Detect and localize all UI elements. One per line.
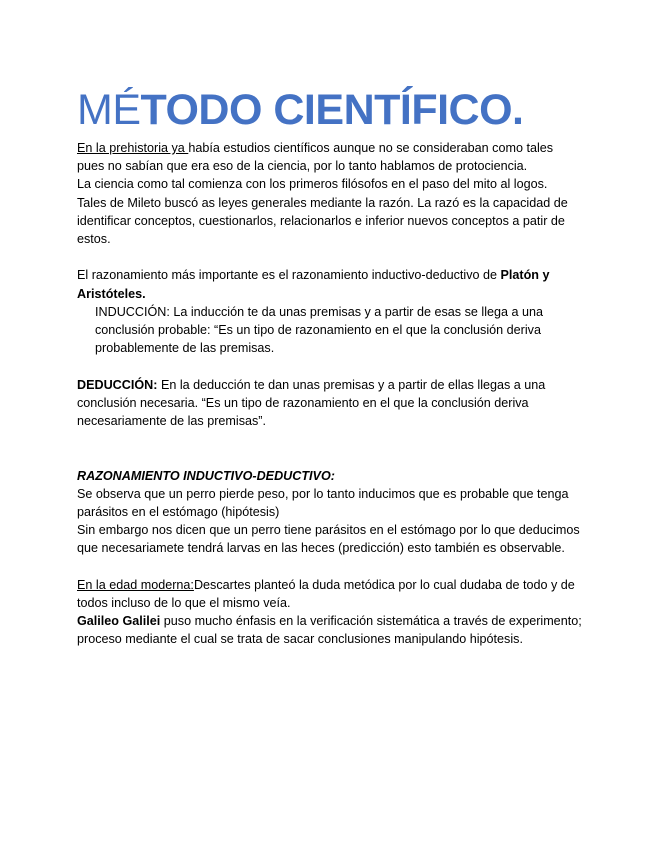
section-heading: RAZONAMIENTO INDUCTIVO-DEDUCTIVO:	[77, 468, 335, 483]
spacer	[77, 430, 582, 466]
edad-moderna-lead: En la edad moderna:	[77, 577, 194, 592]
page-title	[77, 84, 524, 136]
induccion-label: INDUCCIÓN:	[95, 304, 170, 319]
title-part-2: TODO CIENTÍFICO.	[140, 86, 524, 134]
edad-moderna-text: Descartes planteó la duda metódica por lo cual dudaba de todo y de todos incluso de lo que el mismo veía.	[77, 577, 575, 611]
paragraph-sin-embargo: Sin embargo nos dicen que un perro tiene parásitos en el estómago por lo que deducimos que necesariamete tendrá larvas en las heces (predicción) esto también es observable.	[77, 523, 580, 556]
spacer	[77, 248, 582, 266]
galileo-name: Galileo Galilei	[77, 614, 161, 629]
paragraph-observa: Se observa que un perro pierde peso, por lo tanto inducimos que es probable que tenga parásitos en el estómago (hipótesis)	[77, 486, 569, 520]
paragraph-induccion	[77, 303, 582, 358]
razonamiento-text: El razonamiento más importante es el razonamiento inductivo-deductivo de	[77, 268, 501, 283]
paragraph-ciencia: La ciencia como tal comienza con los primeros filósofos en el paso del mito al logos.	[77, 177, 548, 192]
deduccion-text: En la deducción te dan unas premisas y a partir de ellas llegas a una conclusión necesaria. “Es un tipo de razonamiento en el que la conclusión deriva necesariamente de las premisas”.	[77, 377, 546, 429]
paragraph-edad-moderna	[77, 576, 582, 612]
paragraph-tales: Tales de Mileto buscó as leyes generales mediante la razón. La razó es la capacidad de identificar conceptos, cuestionarlos, relacionarlos e inferior nuevos conceptos a patir de estos.	[77, 195, 568, 247]
paragraph-prehistoria	[77, 139, 582, 175]
document-body	[77, 139, 582, 649]
paragraph-galileo	[77, 612, 582, 648]
induccion-text: La inducción te da unas premisas y a partir de esas se llega a una conclusión probable: “Es un tipo de razonamiento en el que la conclusión deriva probablemente de las premisas.	[95, 304, 544, 356]
title-part-1: MÉ	[77, 86, 141, 134]
paragraph-deduccion	[77, 376, 582, 431]
prehistoria-text: había estudios científicos aunque no se consideraban como tales pues no sabían que era eso de la ciencia, por lo tanto hablamos de protociencia.	[77, 141, 554, 174]
spacer	[77, 558, 582, 576]
razonamiento-authors: Platón y Aristóteles.	[77, 268, 550, 301]
spacer	[77, 357, 582, 375]
deduccion-label: DEDUCCIÓN:	[77, 377, 158, 392]
galileo-text: puso mucho énfasis en la verificación sistemática a través de experimento; proceso mediante el cual se trata de sacar conclusiones manipulando hipótesis.	[77, 614, 582, 647]
prehistoria-lead: En la prehistoria ya	[77, 141, 189, 155]
paragraph-razonamiento	[77, 266, 582, 302]
